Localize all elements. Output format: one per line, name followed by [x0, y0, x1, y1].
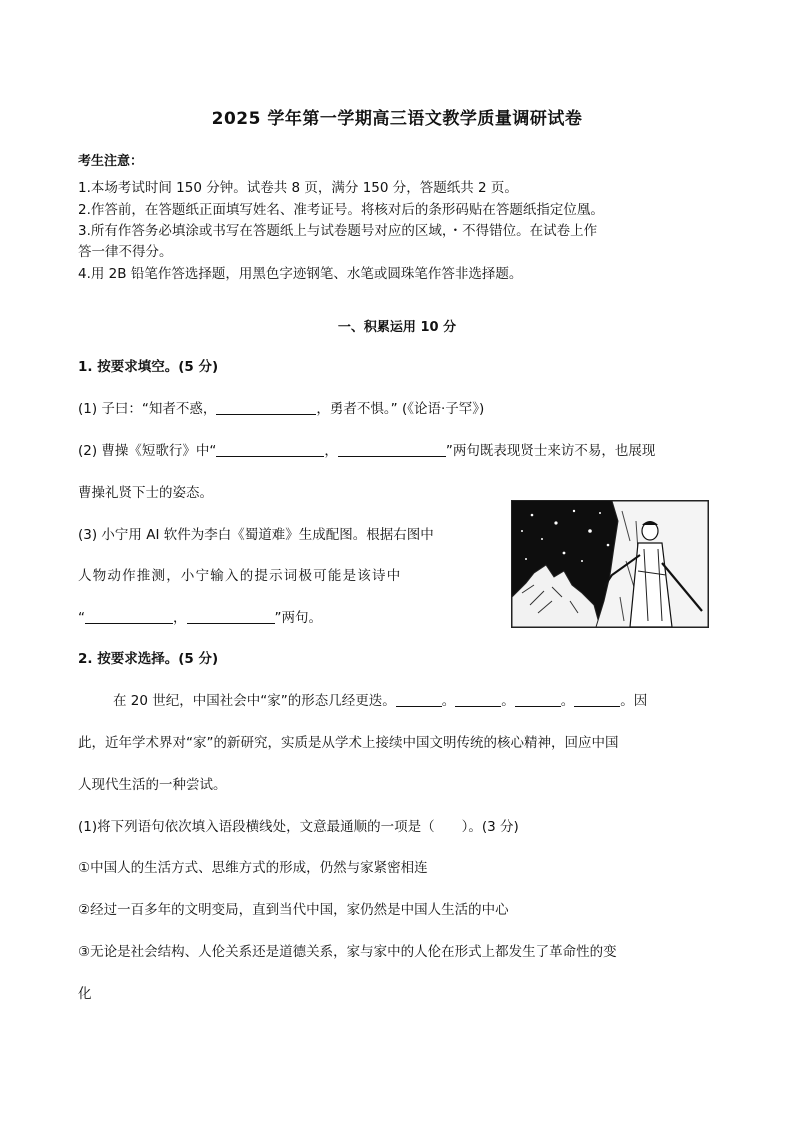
answer-blank[interactable] — [455, 692, 501, 707]
q1-item-3-line3 — [78, 606, 322, 626]
notice-rule: 2.作答前，在答题纸正面填写姓名、准考证号。将核对后的条形码贴在答题纸指定位凰。 — [78, 202, 604, 218]
answer-blank[interactable] — [396, 692, 442, 707]
passage-period: 。 — [501, 693, 515, 709]
section-title: 一、积累运用 10 分 — [337, 320, 457, 335]
notice-heading: 考生注意： — [78, 154, 144, 169]
question-2-heading: 2. 按要求选择。(5 分) — [78, 651, 219, 667]
answer-blank[interactable] — [85, 609, 173, 624]
q2-sub-question-1: (1)将下列语句依次填入语段横线处，文意最通顺的一项是（ ）。(3 分) — [78, 819, 519, 835]
q1-item-2-line2: 曹操礼贤下士的姿态。 — [78, 485, 213, 501]
q2-passage-line2: 此，近年学术界对“家”的新研究，实质是从学术上接续中国文明传统的核心精神，回应中国 — [78, 735, 619, 751]
q2-passage-line1 — [113, 689, 647, 709]
q1-item-1-before: (1) 子曰：“知者不惑， — [78, 401, 217, 417]
answer-blank[interactable] — [216, 442, 324, 457]
q2-option-1: ①中国人的生活方式、思维方式的形成，仍然与家紧密相连 — [78, 860, 428, 876]
passage-line1-end: 。因 — [620, 693, 648, 709]
notice-rule: 4.用 2B 铅笔作答选择题，用黑色字迹钢笔、水笔或圆珠笔作答非选择题。 — [78, 266, 523, 282]
q1-item-3-open: “ — [78, 610, 85, 626]
q1-item-1 — [78, 397, 484, 417]
exam-title: 2025 学年第一学期高三语文教学质量调研试卷 — [211, 109, 583, 129]
q1-item-3-mid: ， — [173, 610, 187, 626]
notice-rule: 1.本场考试时间 150 分钟。试卷共 8 页，满分 150 分，答题纸共 2 页。 — [78, 180, 518, 196]
q1-item-2 — [78, 439, 655, 459]
notice-rule: 3.所有作答务必填涂或书写在答题纸上与试卷题号对应的区域，・不得错位。在试卷上作 — [78, 223, 598, 239]
passage-period: 。 — [560, 693, 575, 709]
answer-blank[interactable] — [216, 400, 316, 415]
poet-under-stars-illustration — [511, 500, 709, 628]
q1-item-3-after: ”两句。 — [274, 610, 322, 626]
q1-item-1-after: ，勇者不惧。” (《论语·子罕》) — [316, 401, 485, 417]
q2-option-2: ②经过一百多年的文明变局，直到当代中国，家仍然是中国人生活的中心 — [78, 902, 509, 918]
notice-rule: 答一律不得分。 — [78, 244, 173, 260]
q1-item-3-line1: (3) 小宁用 AI 软件为李白《蜀道难》生成配图。根据右图中 — [78, 527, 434, 543]
q2-option-3: ③无论是社会结构、人伦关系还是道德关系，家与家中的人伦在形式上都发生了革命性的变 — [78, 944, 617, 960]
answer-blank[interactable] — [515, 692, 561, 707]
q2-option-3-continued: 化 — [78, 986, 92, 1002]
q1-item-2-mid: ， — [324, 443, 338, 459]
q2-passage-line3: 人现代生活的一种尝试。 — [78, 777, 227, 793]
answer-blank[interactable] — [574, 692, 620, 707]
q1-item-2-before: (2) 曹操《短歌行》中“ — [78, 443, 217, 459]
answer-blank[interactable] — [187, 609, 275, 624]
passage-text: 在 20 世纪，中国社会中“家”的形态几经更迭。 — [113, 693, 396, 709]
q1-item-2-after: ”两句既表现贤士来访不易，也展现 — [445, 443, 656, 459]
answer-blank[interactable] — [338, 442, 446, 457]
q1-item-3-line2: 人物动作推测，小宁输入的提示词极可能是该诗中 — [78, 568, 402, 584]
question-1-heading: 1. 按要求填空。(5 分) — [78, 359, 219, 375]
passage-period: 。 — [441, 693, 456, 709]
